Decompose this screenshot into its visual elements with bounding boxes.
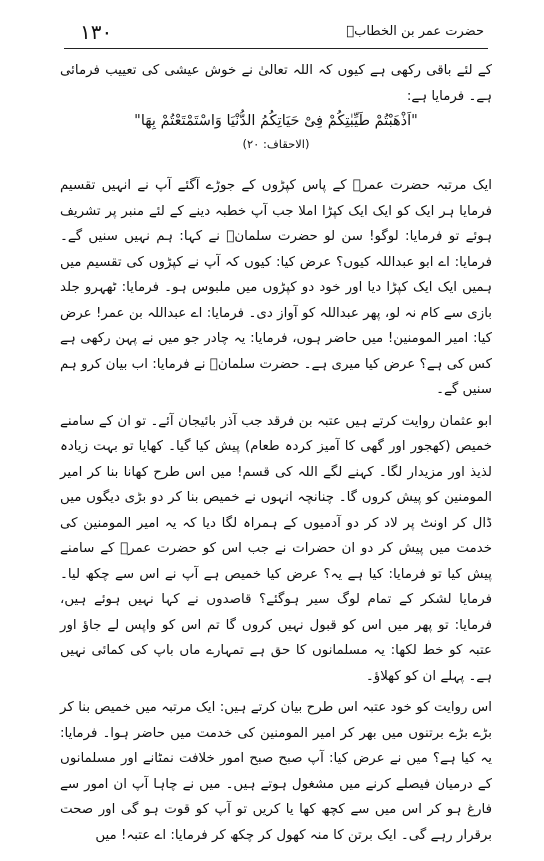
header-divider — [64, 48, 488, 49]
paragraph-khabis-story: ابو عثمان روایت کرتے ہیں عتبہ بن فرقد جب آذر بائیجان آئے۔ تو ان کے سامنے خمیص (کھجور اور گھی کا آمیز کردہ طعام) پیش کیا گیا۔ کھایا تو بہت زیادہ لذیذ اور مزیدار لگا۔ کہنے لگے اللہ کی قسم! میں اس طرح کھانا بنا کر امیر المومنین کو پیش کروں گا۔ چنانچہ انہوں نے خمیص بنا کر دو بڑی دیگوں میں ڈال کر اونٹ پر لاد کر دو آدمیوں کے ہمراہ لگا دیا کہ یہ امیر المومنین کی خدمت میں پیش کر دو ان حضرات نے جب اس کو حضرت عمرؓ کے سامنے پیش کیا تو فرمایا: کیا ہے یہ؟ عرض کیا خمیص ہے آپ نے اس سے چکھ لیا۔ فرمایا لشکر کے تمام لوگ سیر ہوگئے؟ قاصدوں نے کہا نہیں ہوئے ہیں، فرمایا: تو پھر میں اس کو قبول نہیں کروں گا تم اس کو واپس لے جاؤ اور عتبہ کو خط لکھا: یہ مسلمانوں کا حق ہے تمہارے ماں باپ کی کمائی نہیں ہے۔ پہلے ان کو کھلاؤ۔ — [60, 413, 492, 684]
page-number: ۱۳۰ — [80, 20, 113, 44]
page-body — [60, 58, 492, 841]
paragraph-utbah-narration: اس روایت کو خود عتبہ اس طرح بیان کرتے ہیں: ایک مرتبہ میں خمیص بنا کر بڑے بڑے برتنوں میں بھر کر امیر المومنین کی خدمت میں حاضر ہوا۔ فرمایا: یہ کیا ہے؟ میں نے عرض کیا: آپ صبح صبح امور خلافت نمٹانے اور مسلمانوں کے درمیان فیصلے کرنے میں مشغول ہوتے ہیں۔ میں نے چاہا آپ ان امور سے فارغ ہو کر اس میں سے کچھ کھا یا کریں تو آپ کو قوت ہو گی اور صحت برقرار رہے گی۔ ایک برتن کا منہ کھول کر چکھ کر فرمایا: اے عتبہ! میں — [60, 700, 492, 843]
paragraph-intro: کے لئے باقی رکھی ہے کیوں کہ اللہ تعالیٰ نے خوش عیشی کی تعییب فرمائی ہے۔ فرمایا ہے: — [60, 63, 492, 104]
running-title: حضرت عمر بن الخطابؓ — [346, 24, 484, 39]
quran-verse: "اَذْهَبْتُمْ طَيِّبٰتِكُمْ فِیْ حَيَاتِكُمُ الدُّنْيَا وَاسْتَمْتَعْتُمْ بِهَا" — [134, 113, 418, 129]
page-header — [70, 20, 484, 50]
verse-reference: (الاحقاف: ۲۰) — [242, 137, 310, 151]
paragraph-clothes-distribution: ایک مرتبہ حضرت عمرؓ کے پاس کپڑوں کے جوڑے آگئے آپ نے انہیں تقسیم فرمایا ہر ایک کو ایک ایک کپڑا املا جب آپ خطبہ دینے کے لئے منبر پر تشریف ہوئے تو فرمایا: لوگو! سن لو حضرت سلمانؓ نے کہا: ہم نہیں سنیں گے۔ فرمایا: اے ابو عبداللہ کیوں؟ عرض کیا: کیوں کہ آپ نے کپڑوں کی تقسیم میں ہمیں ایک ایک کپڑا دیا اور خود دو کپڑوں میں ملبوس ہو۔ فرمایا: ٹھہرو جلد بازی سے کام نہ لو، پھر عبداللہ کو آواز دی۔ فرمایا: اے عبداللہ بن عمر! عرض کیا: امیر المومنین! میں حاضر ہوں، فرمایا: یہ چادر جو میں نے پہن رکھی ہے کس کی ہے؟ عرض کیا میری ہے۔ حضرت سلمانؓ نے فرمایا: اب بیان کرو ہم سنیں گے۔ — [60, 178, 492, 397]
